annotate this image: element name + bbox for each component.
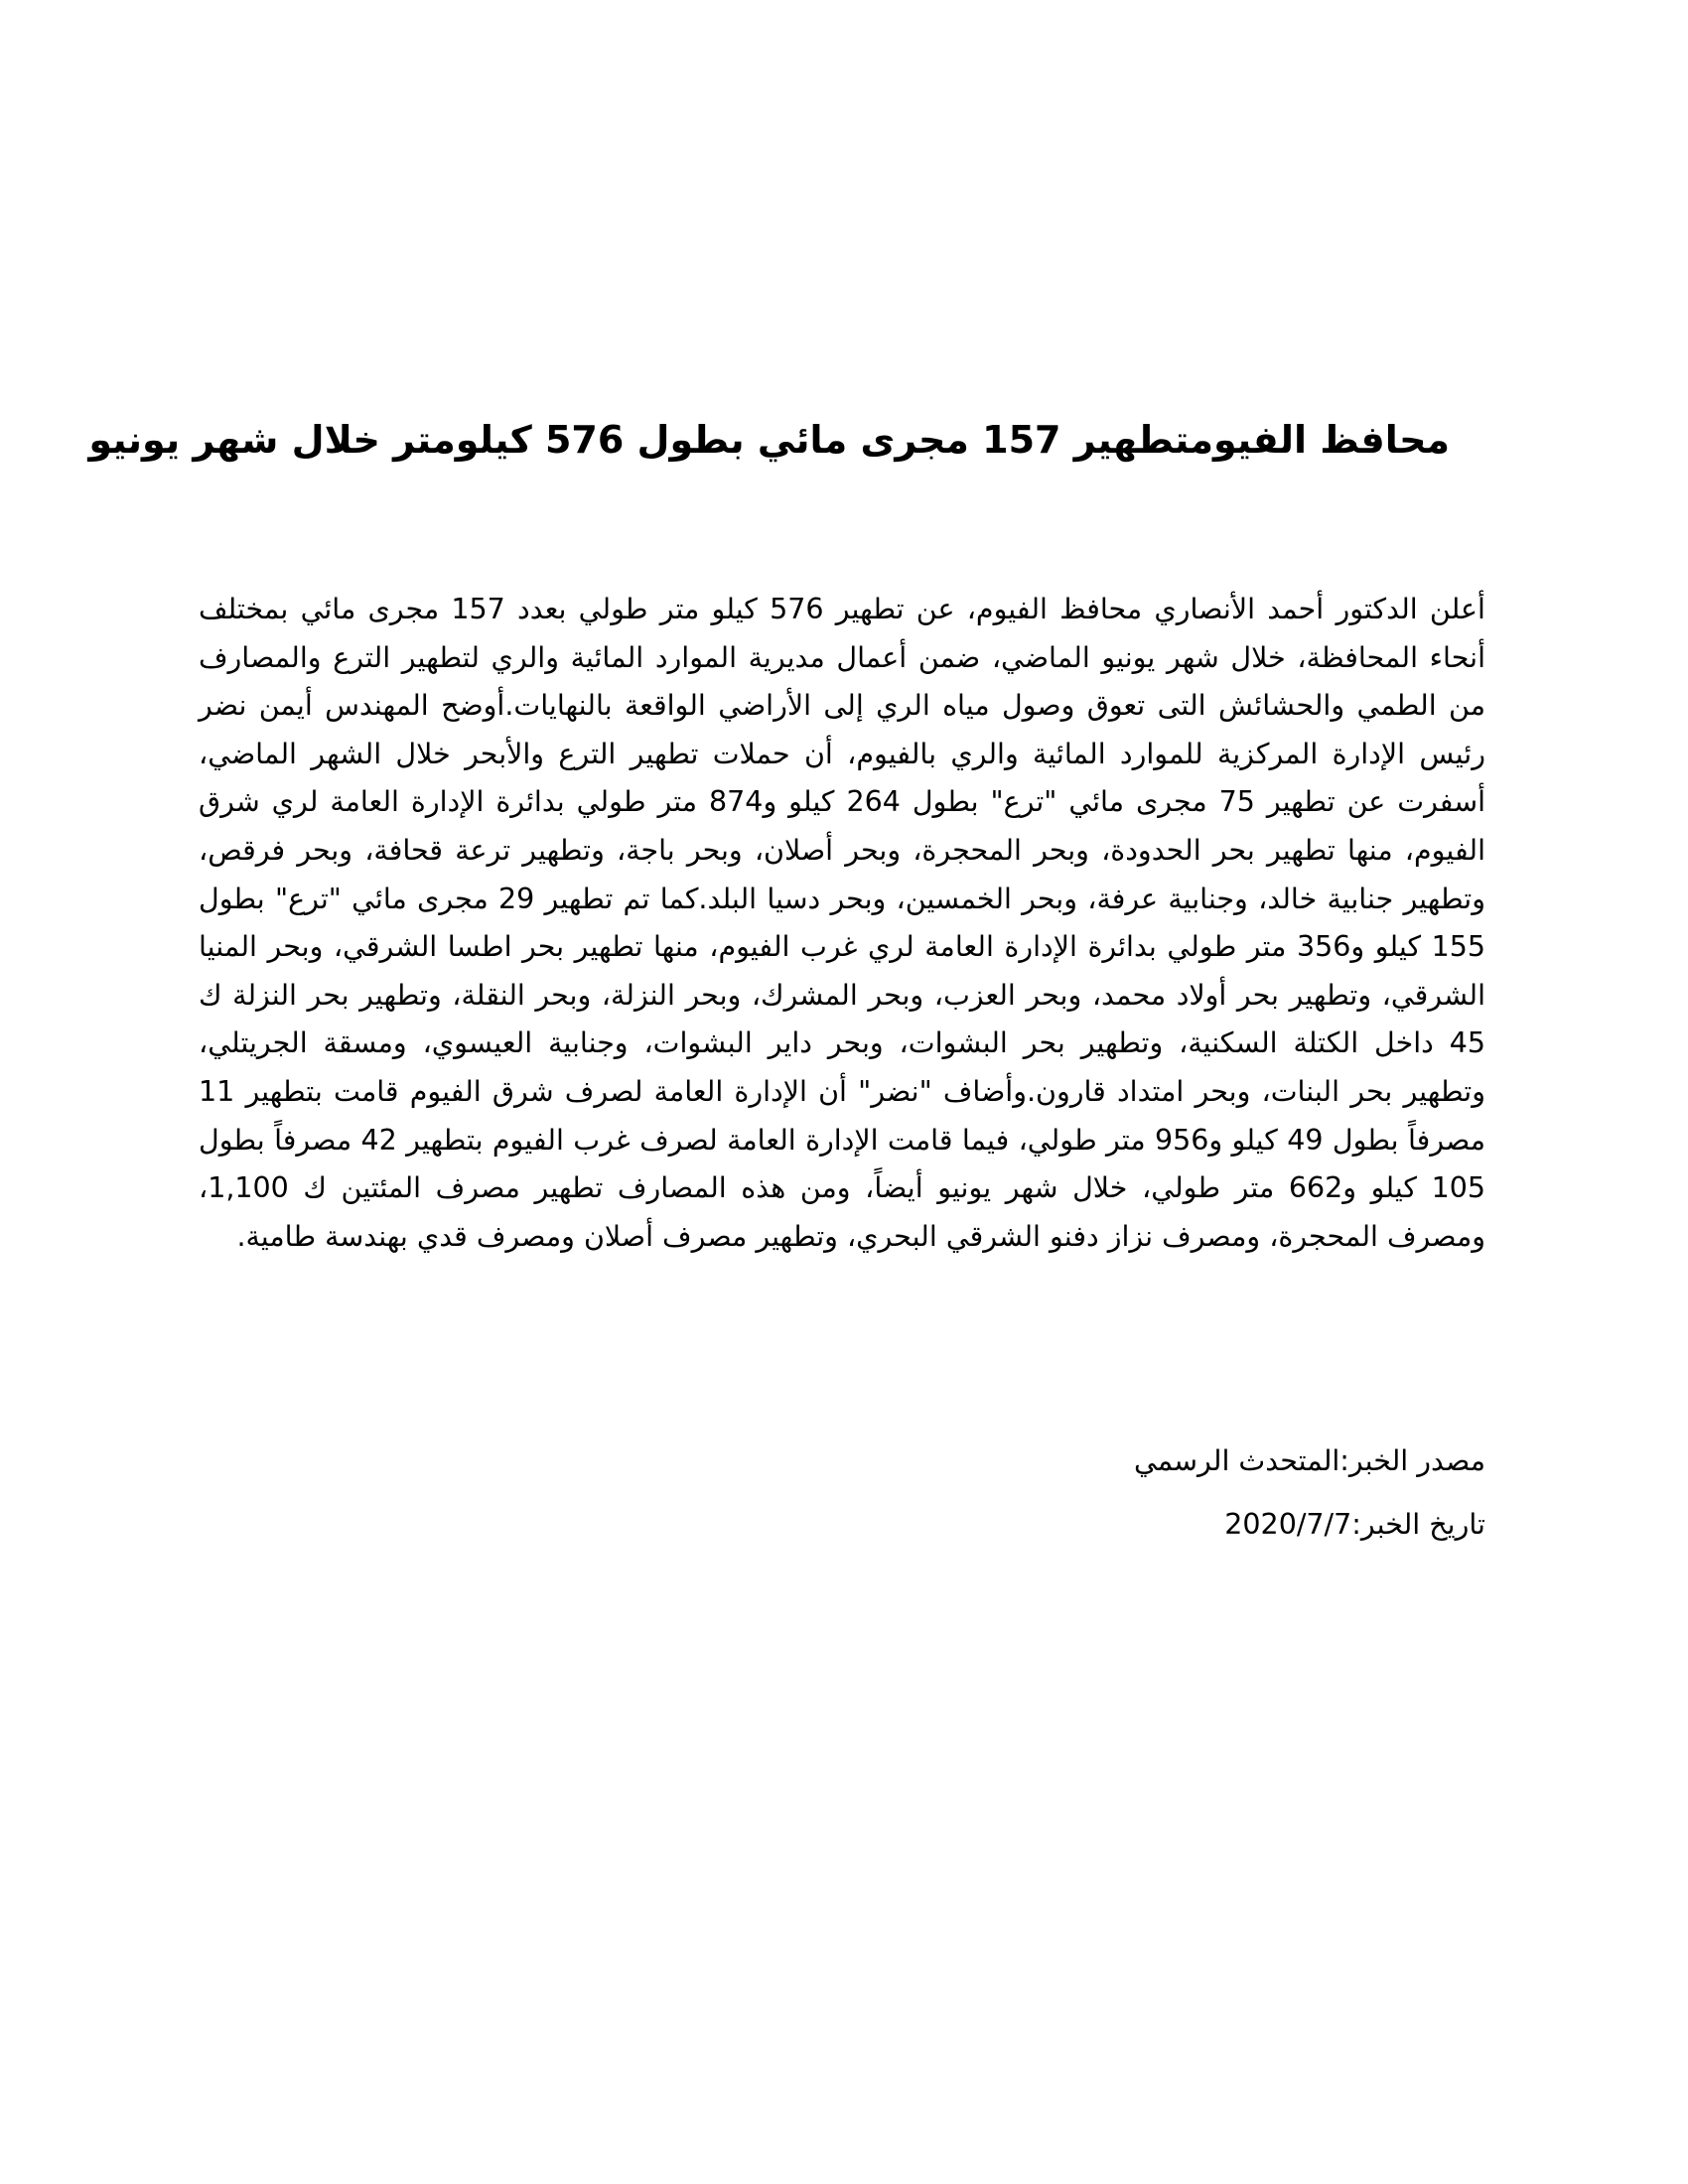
news-source: مصدر الخبر:المتحدث الرسمي: [1133, 1444, 1485, 1477]
document-title: محافظ الفيومتطهير 157 مجرى مائي بطول 576 كيلومتر خلال شهر يونيو: [88, 418, 1450, 462]
article-body: أعلن الدكتور أحمد الأنصاري محافظ الفيوم، عن تطهير 576 كيلو متر طولي بعدد 157 مجرى مائي بمختلف أنحاء المحافظة، خلال شهر يونيو الماضي، ضمن أعمال مديرية الموارد المائية والري لتطهير الترع والمصارف من الطمي والحشائش التى تعوق وصول مياه الري إلى الأراضي الواقعة بالنهايات.أوضح المهندس أيمن نضر رئيس الإدارة المركزية للموارد المائية والري بالفيوم، أن حملات تطهير الترع والأبحر خلال الشهر الماضي، أسفرت عن تطهير 75 مجرى مائي "ترع" بطول 264 كيلو و874 متر طولي بدائرة الإدارة العامة لري شرق الفيوم، منها تطهير بحر الحدودة، وبحر المحجرة، وبحر أصلان، وبحر باجة، وتطهير ترعة قحافة، وبحر فرقص، وتطهير جنابية خالد، وجنابية عرفة، وبحر الخمسين، وبحر دسيا البلد.كما تم تطهير 29 مجرى مائي "ترع" بطول 155 كيلو و356 متر طولي بدائرة الإدارة العامة لري غرب الفيوم، منها تطهير بحر اطسا الشرقي، وبحر المنيا الشرقي، وتطهير بحر أولاد محمد، وبحر العزب، وبحر المشرك، وبحر النزلة، وبحر النقلة، وتطهير بحر النزلة ك 45 داخل الكتلة السكنية، وتطهير بحر البشوات، وبحر داير البشوات، وجنابية العيسوي، ومسقة الجريتلي، وتطهير بحر البنات، وبحر امتداد قارون.وأضاف "نضر" أن الإدارة العامة لصرف شرق الفيوم قامت بتطهير 11 مصرفاً بطول 49 كيلو و956 متر طولي، فيما قامت الإدارة العامة لصرف غرب الفيوم بتطهير 42 مصرفاً بطول 105 كيلو و662 متر طولي، خلال شهر يونيو أيضاً، ومن هذه المصارف تطهير مصرف المئتين ك 1,100، ومصرف المحجرة، ومصرف نزاز دفنو الشرقي البحري، وتطهير مصرف أصلان ومصرف قدي بهندسة طامية.: [199, 593, 1486, 1253]
news-date: تاريخ الخبر:2020/7/7: [1224, 1508, 1485, 1541]
